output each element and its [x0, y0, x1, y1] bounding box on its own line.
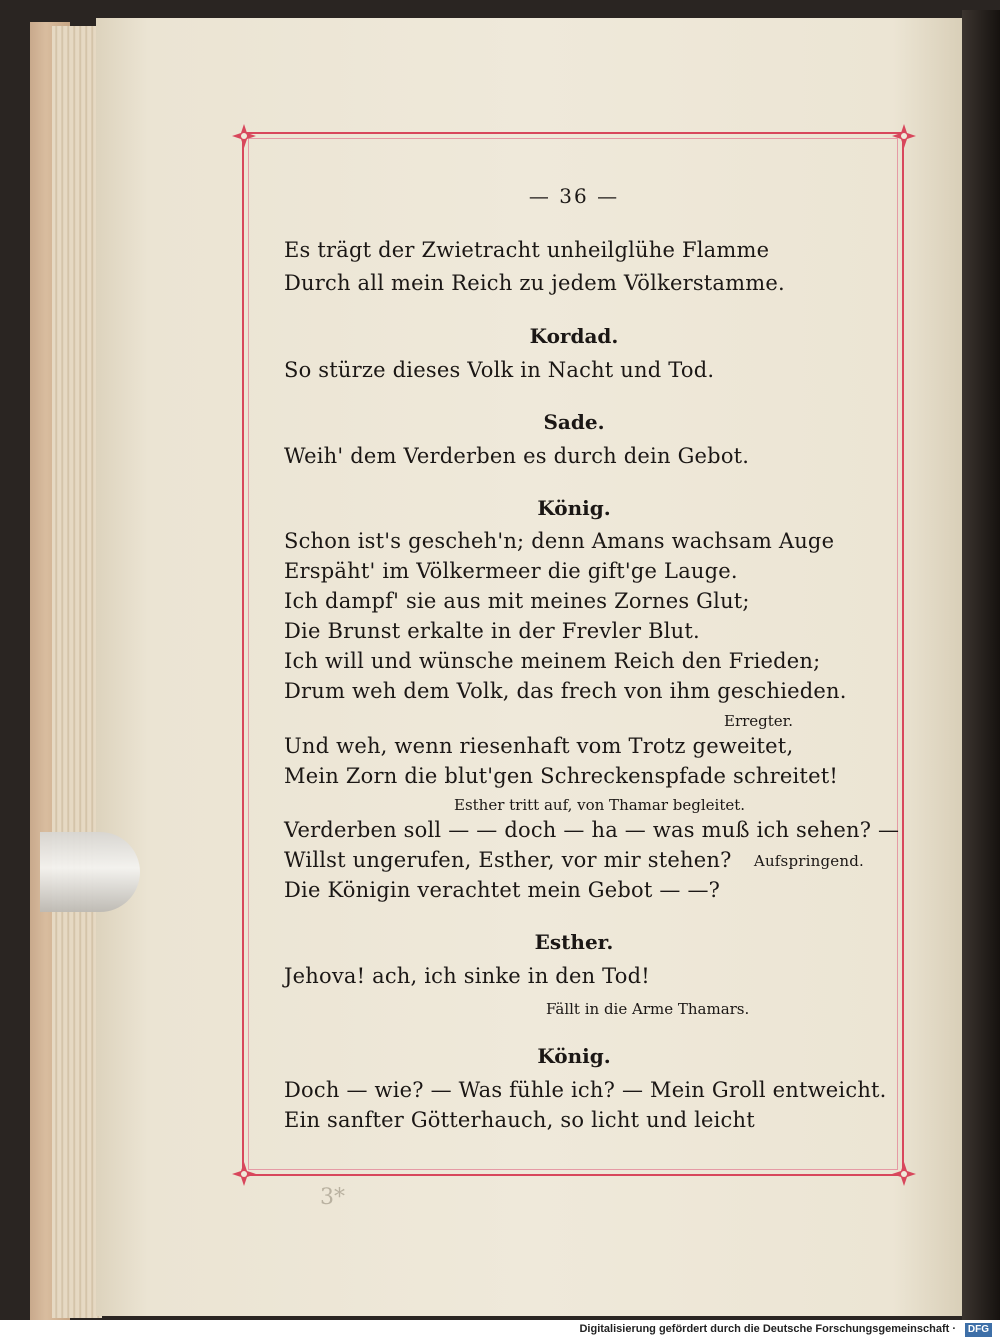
verse-line: Verderben soll — — doch — ha — was muß ich sehen? — — [284, 818, 900, 842]
corner-ornament-icon — [230, 1160, 258, 1188]
verse-line: Und weh, wenn riesenhaft vom Trotz geweitet, — [284, 734, 794, 758]
verse-line: Drum weh dem Volk, das frech von ihm geschieden. — [284, 679, 847, 703]
verse-line: Doch — wie? — Was fühle ich? — Mein Groll entweicht. — [284, 1078, 887, 1102]
page-number: — 36 — — [528, 184, 620, 208]
verse-line: Ein sanfter Götterhauch, so licht und leicht — [284, 1108, 755, 1132]
speaker-name: Kordad. — [529, 324, 619, 348]
footer-bar — [0, 1320, 1000, 1341]
verse-line: Durch all mein Reich zu jedem Völkerstamme. — [284, 271, 785, 295]
verse-line: Ich will und wünsche meinem Reich den Frieden; — [284, 649, 821, 673]
signature-mark: 3* — [320, 1185, 345, 1210]
verse-line: Ich dampf' sie aus mit meines Zornes Glut; — [284, 589, 750, 613]
stage-direction: Fällt in die Arme Thamars. — [546, 1000, 750, 1018]
corner-ornament-icon — [230, 122, 258, 150]
verse-line: Schon ist's gescheh'n; denn Amans wachsam Auge — [284, 529, 835, 553]
page-clip — [40, 832, 140, 912]
corner-ornament-icon — [890, 1160, 918, 1188]
speaker-name: Esther. — [534, 930, 614, 954]
verse-line: Es trägt der Zwietracht unheilglühe Flamme — [284, 238, 770, 262]
stage-direction: Erregter. — [724, 712, 793, 730]
verse-line: Jehova! ach, ich sinke in den Tod! — [284, 964, 650, 988]
verse-text: Willst ungerufen, Esther, vor mir stehen? — [284, 848, 732, 872]
verse-line: Weih' dem Verderben es durch dein Gebot. — [284, 444, 750, 468]
speaker-name: Sade. — [543, 410, 605, 434]
verse-line: Erspäht' im Völkermeer die gift'ge Lauge. — [284, 559, 738, 583]
stage-direction: Esther tritt auf, von Thamar begleitet. — [454, 796, 746, 814]
book-edge-right — [962, 10, 1000, 1320]
verse-line: Mein Zorn die blut'gen Schreckenspfade schreitet! — [284, 764, 838, 788]
verse-line — [284, 848, 864, 872]
corner-ornament-icon — [890, 122, 918, 150]
speaker-name: König. — [537, 496, 611, 520]
verse-line: Die Königin verachtet mein Gebot — —? — [284, 878, 721, 902]
speaker-name: König. — [537, 1044, 611, 1068]
verse-line: Die Brunst erkalte in der Frevler Blut. — [284, 619, 700, 643]
dfg-logo: DFG — [965, 1323, 992, 1337]
stage-direction: Aufspringend. — [753, 852, 864, 870]
verse-line: So stürze dieses Volk in Nacht und Tod. — [284, 358, 715, 382]
page-stack-edges — [52, 26, 102, 1318]
funding-credit: Digitalisierung gefördert durch die Deutsche Forschungsgemeinschaft · — [579, 1323, 956, 1335]
